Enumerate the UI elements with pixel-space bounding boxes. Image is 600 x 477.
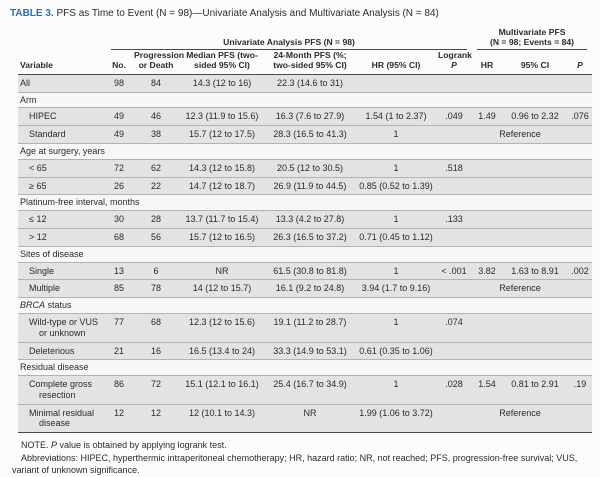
cell-logrank [436, 280, 472, 298]
cell-median: 13.7 (11.7 to 15.4) [185, 214, 259, 225]
table-number-label: TABLE 3. [10, 8, 54, 19]
group-spacer [18, 26, 106, 51]
cell-no: 98 [113, 77, 124, 88]
col-logrank-line2: P [451, 60, 457, 71]
cell-mci [502, 74, 568, 92]
table-row [18, 108, 592, 126]
table-row [18, 342, 592, 360]
table-title-text: PFS as Time to Event (N = 98)—Univariate Analysis and Multivariate Analysis (N = 84) [53, 8, 439, 19]
cell-pfs24: 33.3 (14.9 to 53.1) [273, 345, 347, 356]
cell-mp [568, 177, 592, 195]
cell-variable: > 12 [29, 231, 47, 242]
table-notes [12, 439, 592, 477]
cell-no: 49 [113, 129, 124, 140]
cell-logrank [436, 177, 472, 195]
note-p-italic: P [51, 440, 58, 451]
cell-pfs24: NR [303, 407, 317, 418]
cell-mci: 1.63 to 8.91 [511, 265, 559, 276]
cell-events: 72 [150, 379, 161, 390]
cell-hr: 1 [393, 129, 399, 140]
cell-logrank: < .001 [441, 265, 467, 276]
cell-no: 21 [113, 345, 124, 356]
cell-hr: 1.99 (1.06 to 3.72) [359, 407, 433, 418]
note-line [12, 439, 592, 452]
group-univariate [106, 26, 472, 51]
cell-mhr [472, 228, 502, 246]
cell-hr: 3.94 (1.7 to 9.16) [361, 283, 431, 294]
cell-logrank [436, 404, 472, 433]
cell-reference: Reference [499, 407, 541, 418]
group-multivariate [472, 26, 592, 51]
section-row [18, 298, 592, 314]
cell-mp: .19 [573, 379, 587, 390]
section-label: Age at surgery, years [20, 145, 105, 156]
cell-median: 15.7 (12 to 16.5) [188, 231, 256, 242]
cell-no: 72 [113, 162, 124, 173]
cell-reference: Reference [499, 283, 541, 294]
cell-mhr [472, 313, 502, 342]
cell-variable: ≤ 12 [29, 214, 47, 225]
cell-logrank [436, 228, 472, 246]
col-hr-95ci: HR (95% CI) [356, 50, 436, 74]
cell-events: 28 [150, 214, 161, 225]
cell-median: 14.3 (12 to 15.8) [188, 162, 256, 173]
col-no: No. [106, 50, 132, 74]
cell-pfs24: 26.9 (11.9 to 44.5) [273, 180, 347, 191]
cell-no: 26 [113, 180, 124, 191]
cell-no: 86 [113, 379, 124, 390]
cell-events: 38 [150, 129, 161, 140]
cell-logrank [436, 342, 472, 360]
table-title [10, 8, 592, 21]
cell-hr: 0.85 (0.52 to 1.39) [359, 180, 433, 191]
cell-mhr: 1.54 [478, 379, 496, 390]
cell-events: 6 [153, 265, 159, 276]
cell-logrank: .049 [445, 111, 463, 122]
table-row [18, 262, 592, 280]
cell-events: 84 [150, 77, 161, 88]
table-row [18, 280, 592, 298]
group-multivariate-line1: Multivariate PFS [498, 26, 566, 37]
cell-mhr [472, 159, 502, 177]
cell-mhr [472, 177, 502, 195]
col-logrank-p [436, 50, 472, 74]
cell-variable: < 65 [29, 162, 47, 173]
col-progression-or-death: Progression or Death [132, 50, 180, 74]
table-row [18, 313, 592, 342]
cell-variable: Wild-type or VUS or unknown [29, 316, 99, 338]
cell-events: 22 [150, 180, 161, 191]
cell-events: 46 [150, 111, 161, 122]
cell-mp [568, 342, 592, 360]
cell-mp [568, 74, 592, 92]
cell-no: 30 [113, 214, 124, 225]
cell-mci [502, 228, 568, 246]
col-mv-p: P [568, 50, 592, 74]
cell-mp [568, 280, 592, 298]
cell-mhr [472, 74, 502, 92]
cell-variable: HIPEC [29, 111, 57, 122]
cell-no: 85 [113, 283, 124, 294]
col-logrank-line1: Logrank [438, 50, 472, 61]
note-rest: value is obtained by applying logrank test. [57, 440, 227, 451]
col-mv-95ci: 95% CI [502, 50, 568, 74]
cell-no: 12 [113, 407, 124, 418]
cell-mci [502, 313, 568, 342]
section-label: BRCA status [20, 300, 72, 311]
table-row [18, 376, 592, 405]
table-row [18, 177, 592, 195]
cell-pfs24: 19.1 (11.2 to 28.7) [273, 316, 347, 327]
cell-median: 16.5 (13.4 to 24) [188, 345, 256, 356]
cell-mp [568, 211, 592, 229]
table-body [18, 74, 592, 433]
section-row [18, 92, 592, 108]
abbreviations-line: Abbreviations: HIPEC, hyperthermic intraperitoneal chemotherapy; HR, hazard ratio; NR, not reached; PFS, progression-free survival; VUS, variant of unknown significance. [12, 452, 578, 476]
cell-logrank [436, 126, 472, 144]
section-label: Platinum-free interval, months [20, 197, 140, 208]
cell-events: 68 [150, 316, 161, 327]
cell-hr: 1 [393, 214, 399, 225]
cell-variable: Multiple [29, 283, 61, 294]
group-univariate-label: Univariate Analysis PFS (N = 98) [111, 36, 467, 50]
table-row [18, 228, 592, 246]
cell-reference: Reference [499, 129, 541, 140]
cell-mci [502, 211, 568, 229]
cell-mci: 0.96 to 2.32 [511, 111, 559, 122]
col-median-pfs: Median PFS (two-sided 95% CI) [180, 50, 264, 74]
cell-mp [568, 159, 592, 177]
cell-pfs24: 16.1 (9.2 to 24.8) [275, 283, 345, 294]
cell-pfs24: 22.3 (14.6 to 31) [276, 77, 344, 88]
cell-variable: Minimal residual disease [29, 407, 95, 429]
cell-mhr: 3.82 [478, 265, 496, 276]
cell-no: 13 [113, 265, 124, 276]
cell-pfs24: 28.3 (16.5 to 41.3) [273, 129, 347, 140]
cell-pfs24: 13.3 (4.2 to 27.8) [275, 214, 345, 225]
cell-variable: All [20, 77, 31, 88]
note-prefix: NOTE. [21, 440, 52, 451]
cell-hr: 1 [393, 265, 399, 276]
cell-events: 16 [150, 345, 161, 356]
cell-events: 62 [150, 162, 161, 173]
cell-mci [502, 159, 568, 177]
col-24-month-pfs: 24-Month PFS (%; two-sided 95% CI) [264, 50, 356, 74]
cell-no: 49 [113, 111, 124, 122]
cell-logrank [436, 74, 472, 92]
cell-logrank: .074 [445, 316, 463, 327]
cell-mp [568, 126, 592, 144]
section-label: Arm [20, 94, 37, 105]
section-row [18, 195, 592, 211]
cell-pfs24: 25.4 (16.7 to 34.9) [273, 379, 347, 390]
cell-no: 77 [113, 316, 124, 327]
cell-mp [568, 313, 592, 342]
cell-logrank: .518 [445, 162, 463, 173]
table-row [18, 159, 592, 177]
cell-logrank: .133 [445, 214, 463, 225]
col-variable: Variable [18, 50, 106, 74]
cell-hr: 1 [393, 162, 399, 173]
section-row [18, 360, 592, 376]
cell-median: 12.3 (12 to 15.6) [188, 316, 256, 327]
cell-median: 14.3 (12 to 16) [192, 77, 252, 88]
cell-mhr: 1.49 [478, 111, 496, 122]
cell-variable: Deleterious [29, 345, 75, 356]
cell-mhr [472, 342, 502, 360]
cell-median: 14.7 (12 to 18.7) [188, 180, 256, 191]
section-label: Sites of disease [20, 248, 84, 259]
group-header-row [18, 26, 592, 51]
cell-pfs24: 20.5 (12 to 30.5) [276, 162, 344, 173]
cell-mci [502, 342, 568, 360]
section-row [18, 246, 592, 262]
cell-events: 56 [150, 231, 161, 242]
cell-variable: ≥ 65 [29, 180, 47, 191]
cell-no: 68 [113, 231, 124, 242]
table-row [18, 404, 592, 433]
cell-median: 15.7 (12 to 17.5) [188, 129, 256, 140]
cell-median: 15.1 (12.1 to 16.1) [185, 379, 259, 390]
cell-events: 12 [150, 407, 161, 418]
cell-pfs24: 16.3 (7.6 to 27.9) [275, 111, 345, 122]
group-multivariate-line2: (N = 98; Events = 84) [489, 36, 575, 47]
cell-median: 12 (10.1 to 14.3) [188, 407, 256, 418]
cell-variable: Complete gross resection [29, 379, 93, 400]
cell-mp [568, 404, 592, 433]
cell-mp: .076 [571, 111, 589, 122]
cell-pfs24: 61.5 (30.8 to 81.8) [273, 265, 347, 276]
cell-median: 12.3 (11.9 to 15.6) [185, 111, 259, 122]
cell-hr: 1 [393, 379, 399, 390]
cell-median: 14 (12 to 15.7) [192, 283, 252, 294]
cell-mp [568, 228, 592, 246]
cell-events: 78 [150, 283, 161, 294]
cell-hr: 1.54 (1 to 2.37) [365, 111, 427, 122]
group-multivariate-label [477, 26, 587, 51]
cell-logrank: .028 [445, 379, 463, 390]
section-label: Residual disease [20, 362, 89, 373]
table-row [18, 211, 592, 229]
cell-hr: 1 [393, 316, 399, 327]
column-header-row [18, 50, 592, 74]
cell-pfs24: 26.3 (16.5 to 37.2) [273, 231, 347, 242]
table-head [18, 26, 592, 75]
cell-mp: .002 [571, 265, 589, 276]
cell-median: NR [215, 265, 229, 276]
table-row [18, 126, 592, 144]
cell-hr: 0.61 (0.35 to 1.06) [359, 345, 433, 356]
cell-mci: 0.81 to 2.91 [511, 379, 559, 390]
col-mv-hr: HR [472, 50, 502, 74]
section-row [18, 143, 592, 159]
table-row [18, 74, 592, 92]
pfs-table [18, 26, 592, 434]
cell-variable: Standard [29, 129, 66, 140]
cell-mhr [472, 211, 502, 229]
cell-hr: 0.71 (0.45 to 1.12) [359, 231, 433, 242]
cell-mci [502, 177, 568, 195]
cell-hr [356, 74, 436, 92]
cell-variable: Single [29, 265, 55, 276]
